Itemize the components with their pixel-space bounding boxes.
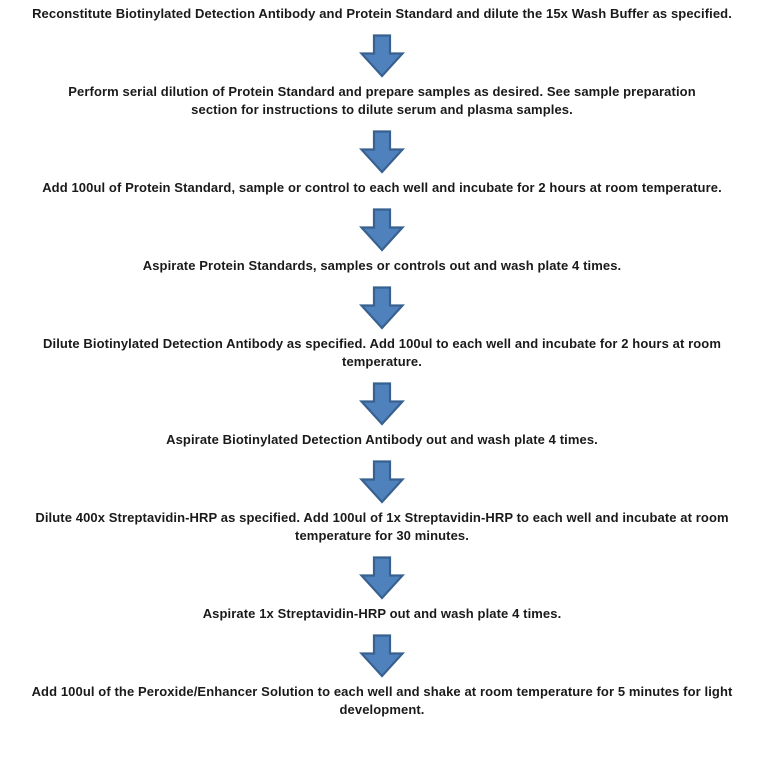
down-arrow-icon: [359, 382, 405, 426]
down-arrow-icon: [359, 556, 405, 600]
down-arrow-shape: [362, 558, 403, 599]
down-arrow-shape: [362, 384, 403, 425]
protocol-step-5: Dilute Biotinylated Detection Antibody as specified. Add 100ul to each well and incubate for 2 hours at room temperature.: [43, 336, 721, 369]
down-arrow-shape: [362, 288, 403, 329]
down-arrow-icon: [359, 460, 405, 504]
protocol-step-1: Reconstitute Biotinylated Detection Antibody and Protein Standard and dilute the 15x Wash Buffer as specified.: [32, 6, 732, 21]
protocol-step-3: Add 100ul of Protein Standard, sample or control to each well and incubate for 2 hours at room temperature.: [42, 180, 722, 195]
down-arrow-shape: [362, 462, 403, 503]
down-arrow-icon: [359, 130, 405, 174]
down-arrow-shape: [362, 210, 403, 251]
down-arrow-icon: [359, 208, 405, 252]
protocol-step-9: Add 100ul of the Peroxide/Enhancer Solution to each well and shake at room temperature for 5 minutes for light development.: [31, 684, 733, 717]
down-arrow-shape: [362, 132, 403, 173]
down-arrow-icon: [359, 286, 405, 330]
down-arrow-icon: [359, 634, 405, 678]
down-arrow-shape: [362, 36, 403, 77]
protocol-step-4: Aspirate Protein Standards, samples or controls out and wash plate 4 times.: [142, 258, 622, 273]
down-arrow-shape: [362, 636, 403, 677]
protocol-step-8: Aspirate 1x Streptavidin-HRP out and wash plate 4 times.: [202, 606, 562, 621]
down-arrow-icon: [359, 34, 405, 78]
protocol-step-2: Perform serial dilution of Protein Standard and prepare samples as desired. See sample preparation section for instructions to dilute serum and plasma samples.: [68, 84, 696, 117]
protocol-step-6: Aspirate Biotinylated Detection Antibody out and wash plate 4 times.: [166, 432, 598, 447]
protocol-step-7: Dilute 400x Streptavidin-HRP as specified. Add 100ul of 1x Streptavidin-HRP to each well and incubate at room temperature for 30 minutes.: [35, 510, 729, 543]
